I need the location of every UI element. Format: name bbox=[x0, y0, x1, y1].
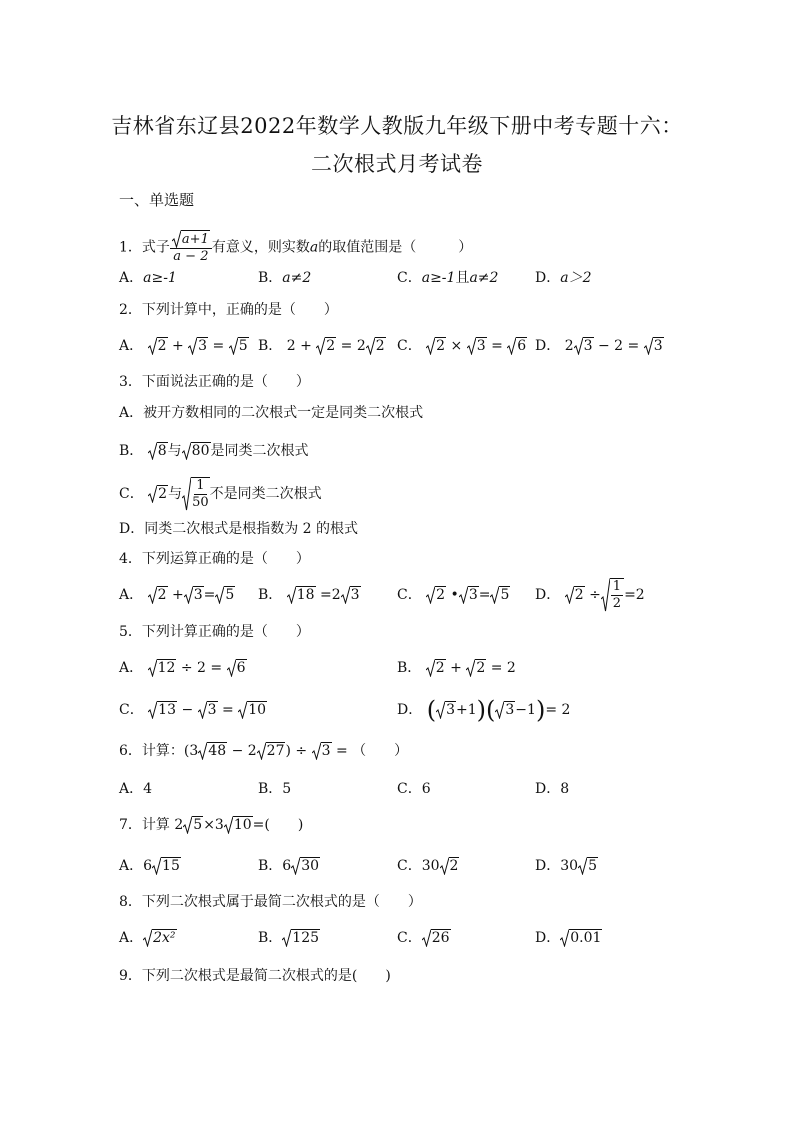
q4-option-a[interactable]: A． 2 + 3 = 5 bbox=[119, 587, 235, 603]
fraction: $\frac{a+1}{a - 2}$ bbox=[170, 230, 212, 265]
question-5: 5．下列计算正确的是（ ） bbox=[119, 624, 310, 640]
q3-option-d[interactable]: D．同类二次根式是根指数为 2 的根式 bbox=[119, 521, 359, 537]
q4-option-d[interactable]: D． 2 ÷ $\frac{1}{2}$ =2 bbox=[535, 579, 645, 611]
q3-option-a[interactable]: A．被开方数相同的二次根式一定是同类二次根式 bbox=[119, 405, 424, 421]
question-text: 式子 bbox=[141, 239, 170, 256]
question-6: 6．计算：(3 48 − 2 27 ) ÷ 3 = （ ） bbox=[119, 743, 409, 759]
q1-option-a[interactable]: A．a≥-1 bbox=[119, 270, 177, 286]
q6-option-a[interactable]: A．4 bbox=[119, 781, 153, 797]
q5-option-c[interactable]: C． 13 − 3 = 10 bbox=[119, 702, 267, 718]
q4-option-b[interactable]: B． 18 =2 3 bbox=[258, 587, 360, 603]
q7-option-c[interactable]: C．30 2 bbox=[397, 858, 459, 874]
q1-option-d[interactable]: D．a＞2 bbox=[535, 270, 592, 286]
q5-option-b[interactable]: B． 2 + 2 = 2 bbox=[397, 660, 516, 676]
q8-option-d[interactable]: D． 0.01 bbox=[535, 930, 602, 946]
document-title-line-1: 吉林省东辽县2022年数学人教版九年级下册中考专题十六： bbox=[111, 114, 683, 138]
q2-option-d[interactable]: D． 2 3 − 2 = 3 bbox=[535, 338, 663, 354]
q6-option-c[interactable]: C．6 bbox=[397, 781, 431, 797]
q1-option-c[interactable]: C．a≥-1且a≠2 bbox=[397, 270, 499, 286]
q6-option-d[interactable]: D．8 bbox=[535, 781, 570, 797]
q7-option-d[interactable]: D．30 5 bbox=[535, 858, 597, 874]
q6-option-b[interactable]: B．5 bbox=[258, 781, 292, 797]
q1-option-b[interactable]: B．a≠2 bbox=[258, 270, 312, 286]
q2-option-a[interactable]: A． 2 + 3 = 5 bbox=[119, 338, 248, 354]
q7-option-b[interactable]: B．6 30 bbox=[258, 858, 320, 874]
question-7: 7．计算 2 5 ×3 10 =( ) bbox=[119, 817, 304, 833]
q7-option-a[interactable]: A．6 15 bbox=[119, 858, 180, 874]
q4-option-c[interactable]: C． 2 • 3 = 5 bbox=[397, 587, 510, 603]
q8-option-a[interactable]: A． 2x² bbox=[119, 930, 176, 946]
question-3: 3．下面说法正确的是（ ） bbox=[119, 374, 310, 390]
q3-option-c[interactable]: C． 2 与 $\frac{1}{50}$ 不是同类二次根式 bbox=[119, 478, 322, 510]
question-number: 1． bbox=[119, 239, 142, 256]
q8-option-b[interactable]: B． 125 bbox=[258, 930, 320, 946]
q3-option-b[interactable]: B． 8 与 80 是同类二次根式 bbox=[119, 443, 309, 459]
q8-option-c[interactable]: C． 26 bbox=[397, 930, 450, 946]
question-9: 9．下列二次根式是最简二次根式的是( ) bbox=[119, 968, 391, 984]
question-2: 2．下列计算中，正确的是（ ） bbox=[119, 302, 338, 318]
section-heading: 一、单选题 bbox=[119, 191, 195, 209]
sqrt: a+1 bbox=[172, 230, 210, 248]
q5-option-d[interactable]: D． ( 3 +1)( 3 −1)= 2 bbox=[397, 696, 571, 724]
question-8: 8．下列二次根式属于最简二次根式的是（ ） bbox=[119, 894, 422, 910]
document-title-line-2: 二次根式月考试卷 bbox=[311, 152, 483, 176]
question-4: 4．下列运算正确的是（ ） bbox=[119, 551, 310, 567]
q2-option-b[interactable]: B． 2 + 2 = 2 2 bbox=[258, 338, 385, 354]
question-1: 1．式子 $\frac{a+1}{a - 2}$ 有意义，则实数a的取值范围是（ ） bbox=[119, 232, 473, 264]
q2-option-c[interactable]: C． 2 × 3 = 6 bbox=[397, 338, 527, 354]
q5-option-a[interactable]: A． 12 ÷ 2 = 6 bbox=[119, 660, 246, 676]
